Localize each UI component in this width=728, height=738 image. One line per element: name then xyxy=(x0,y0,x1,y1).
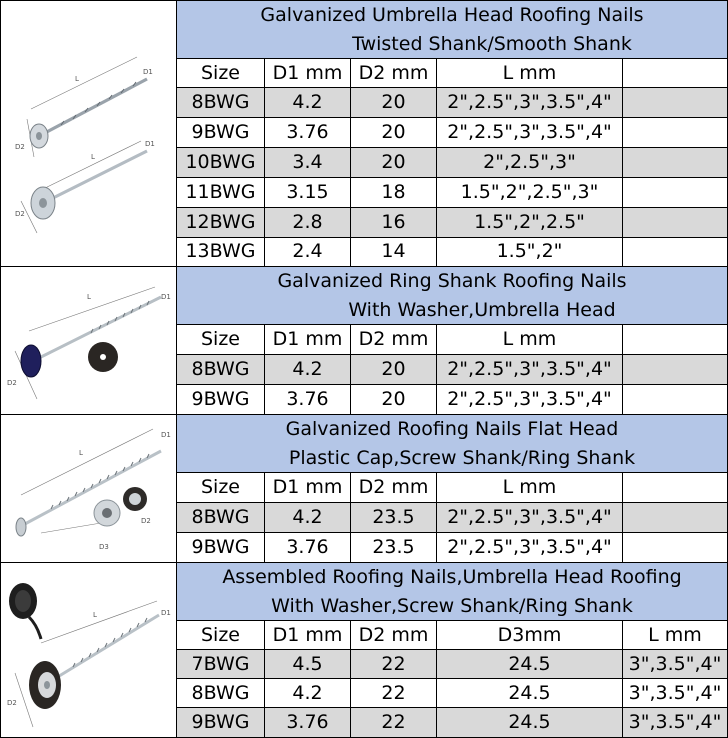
cell-d1: 3.76 xyxy=(265,385,351,414)
cell-d2: 20 xyxy=(351,355,437,384)
label-d2-2: D2 xyxy=(15,210,25,218)
screw-shank xyxy=(23,451,161,525)
table-row xyxy=(177,208,727,238)
section-title xyxy=(177,563,727,621)
label-l-2: L xyxy=(91,153,95,161)
header-row xyxy=(177,473,727,503)
table-row xyxy=(177,178,727,208)
ring-shank-nail-diagram xyxy=(1,267,176,414)
cell-d3: 24.5 xyxy=(437,650,623,678)
cell-d2: 20 xyxy=(351,148,437,177)
nail-image-umbrella xyxy=(1,1,177,266)
cell-size: 7BWG xyxy=(177,650,265,678)
header-empty xyxy=(623,325,727,354)
label-l: L xyxy=(79,449,83,457)
cell-d1: 4.2 xyxy=(265,503,351,532)
cell-l: 1.5",2" xyxy=(437,238,623,266)
table-row xyxy=(177,385,727,414)
cell-l: 1.5",2",2.5",3" xyxy=(437,178,623,207)
cell-d2: 20 xyxy=(351,118,437,147)
header-d1: D1 mm xyxy=(265,473,351,502)
header-size: Size xyxy=(177,325,265,354)
cell-empty xyxy=(623,118,727,147)
cell-size: 9BWG xyxy=(177,118,265,147)
section-ring-shank xyxy=(1,267,727,415)
cell-d1: 4.2 xyxy=(265,679,351,707)
cell-empty xyxy=(623,355,727,384)
cell-empty xyxy=(623,208,727,237)
header-size: Size xyxy=(177,473,265,502)
title-line-2: With Washer,Umbrella Head xyxy=(348,299,616,321)
table-row xyxy=(177,238,727,266)
cell-d1: 4.2 xyxy=(265,88,351,117)
cell-size: 8BWG xyxy=(177,503,265,532)
cell-d3: 24.5 xyxy=(437,708,623,737)
cell-empty xyxy=(623,88,727,117)
cell-d1: 3.76 xyxy=(265,118,351,147)
cell-l: 1.5",2",2.5" xyxy=(437,208,623,237)
header-d2: D2 mm xyxy=(351,473,437,502)
cell-d2: 20 xyxy=(351,385,437,414)
header-row xyxy=(177,325,727,355)
label-d2: D2 xyxy=(7,379,17,387)
label-d1-2: D1 xyxy=(145,140,155,148)
cell-d2: 22 xyxy=(351,650,437,678)
label-d1: D1 xyxy=(161,609,171,617)
cell-size: 10BWG xyxy=(177,148,265,177)
cell-d1: 3.4 xyxy=(265,148,351,177)
cell-size: 12BWG xyxy=(177,208,265,237)
title-line-1: Galvanized Umbrella Head Roofing Nails xyxy=(260,4,644,26)
header-d1: D1 mm xyxy=(265,325,351,354)
header-d2: D2 mm xyxy=(351,325,437,354)
plastic-cap-nail-diagram xyxy=(1,415,176,562)
cell-d2: 14 xyxy=(351,238,437,266)
cell-d2: 22 xyxy=(351,679,437,707)
table-row xyxy=(177,118,727,148)
cell-size: 8BWG xyxy=(177,679,265,707)
header-l: L mm xyxy=(437,325,623,354)
label-l: L xyxy=(87,293,91,301)
table-row xyxy=(177,148,727,178)
header-l: L mm xyxy=(437,59,623,87)
cell-d1: 3.76 xyxy=(265,533,351,562)
assembled-nail-diagram xyxy=(1,563,176,736)
cell-d2: 23.5 xyxy=(351,503,437,532)
section-umbrella-head xyxy=(1,1,727,267)
header-d2: D2 mm xyxy=(351,59,437,87)
header-d1: D1 mm xyxy=(265,621,351,649)
table-row xyxy=(177,650,727,679)
cell-empty xyxy=(623,385,727,414)
label-d3: D3 xyxy=(99,543,109,551)
cell-l: 3",3.5",4" xyxy=(628,653,722,675)
section-title xyxy=(177,415,727,473)
cell-empty xyxy=(623,533,727,562)
title-line-1: Galvanized Roofing Nails Flat Head xyxy=(285,418,619,440)
cell-d1: 2.8 xyxy=(265,208,351,237)
cell-l: 2",2.5",3" xyxy=(437,148,623,177)
twisted-shank xyxy=(41,79,147,135)
cell-d1: 4.5 xyxy=(265,650,351,678)
cell-l: 2",2.5",3",3.5",4" xyxy=(437,385,623,414)
section-title xyxy=(177,267,727,325)
nail-image-plastic-cap xyxy=(1,415,177,562)
cell-size: 9BWG xyxy=(177,708,265,737)
cell-size: 9BWG xyxy=(177,533,265,562)
nail-image-assembled xyxy=(1,563,177,737)
cell-d1: 3.15 xyxy=(265,178,351,207)
header-l: L mm xyxy=(648,624,702,646)
cell-empty xyxy=(623,178,727,207)
flat-head xyxy=(16,518,26,536)
table-ring-shank xyxy=(177,267,727,414)
cell-d1: 3.76 xyxy=(265,708,351,737)
cell-size: 9BWG xyxy=(177,385,265,414)
header-size: Size xyxy=(177,59,265,87)
label-d2-1: D2 xyxy=(15,143,25,151)
header-d2: D2 mm xyxy=(351,621,437,649)
title-line-2: With Washer,Screw Shank/Ring Shank xyxy=(271,595,633,617)
label-d2: D2 xyxy=(7,699,17,707)
cell-d1: 2.4 xyxy=(265,238,351,266)
table-row xyxy=(177,679,727,708)
header-l: L mm xyxy=(437,473,623,502)
section-flat-head-plastic-cap xyxy=(1,415,727,563)
umbrella-nail-diagram xyxy=(1,1,176,266)
table-plastic-cap xyxy=(177,415,727,562)
header-row xyxy=(177,59,727,88)
cell-d2: 18 xyxy=(351,178,437,207)
table-assembled xyxy=(177,563,727,737)
header-empty xyxy=(623,59,727,87)
cell-d2: 20 xyxy=(351,88,437,117)
cell-size: 11BWG xyxy=(177,178,265,207)
blue-umbrella-head xyxy=(21,345,41,377)
label-d1: D1 xyxy=(161,293,171,301)
cell-l: 3",3.5",4" xyxy=(628,682,722,704)
smooth-shank xyxy=(47,151,147,201)
cell-l: 2",2.5",3",3.5",4" xyxy=(437,355,623,384)
label-d1-1: D1 xyxy=(143,68,153,76)
cell-d2: 16 xyxy=(351,208,437,237)
table-row xyxy=(177,355,727,385)
header-size: Size xyxy=(177,621,265,649)
title-line-2: Plastic Cap,Screw Shank/Ring Shank xyxy=(288,447,636,469)
cell-d3: 24.5 xyxy=(437,679,623,707)
label-d1: D1 xyxy=(161,431,171,439)
cell-d2: 22 xyxy=(351,708,437,737)
cell-empty xyxy=(623,503,727,532)
table-row xyxy=(177,503,727,533)
title-line-1: Galvanized Ring Shank Roofing Nails xyxy=(277,270,627,292)
cell-size: 13BWG xyxy=(177,238,265,266)
header-row xyxy=(177,621,727,650)
assembled-shank xyxy=(51,615,159,681)
cell-l: 2",2.5",3",3.5",4" xyxy=(437,503,623,532)
header-empty xyxy=(623,473,727,502)
nail-image-ring-shank xyxy=(1,267,177,414)
header-d1: D1 mm xyxy=(265,59,351,87)
cell-size: 8BWG xyxy=(177,88,265,117)
cell-d2: 23.5 xyxy=(351,533,437,562)
section-assembled xyxy=(1,563,727,737)
table-umbrella-head xyxy=(177,1,727,266)
table-row xyxy=(177,88,727,118)
cell-l: 2",2.5",3",3.5",4" xyxy=(437,118,623,147)
label-l-1: L xyxy=(75,75,79,83)
cell-l: 2",2.5",3",3.5",4" xyxy=(437,533,623,562)
section-title xyxy=(177,1,727,59)
label-l: L xyxy=(93,611,97,619)
title-line-2: Twisted Shank/Smooth Shank xyxy=(352,33,632,55)
cell-empty xyxy=(623,238,727,266)
cell-l: 2",2.5",3",3.5",4" xyxy=(437,88,623,117)
title-line-1: Assembled Roofing Nails,Umbrella Head Roofing xyxy=(222,566,682,588)
header-d3: D3mm xyxy=(437,621,623,649)
cell-d1: 4.2 xyxy=(265,355,351,384)
table-row xyxy=(177,533,727,562)
cell-size: 8BWG xyxy=(177,355,265,384)
table-row xyxy=(177,708,727,737)
cell-l: 3",3.5",4" xyxy=(628,711,722,733)
cell-empty xyxy=(623,148,727,177)
label-d2: D2 xyxy=(141,517,151,525)
